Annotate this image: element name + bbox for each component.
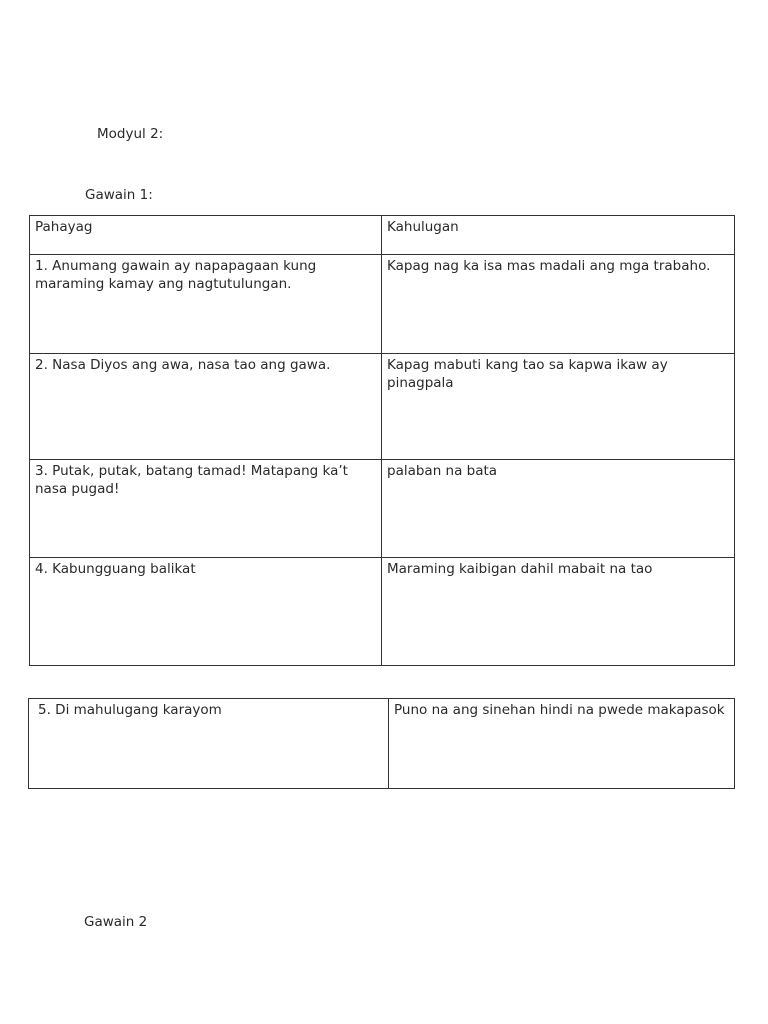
- table-row: [30, 255, 735, 354]
- table-cell-pahayag: 2. Nasa Diyos ang awa, nasa tao ang gawa.: [30, 354, 382, 460]
- table-header-row: [30, 216, 735, 255]
- table-cell-pahayag: 1. Anumang gawain ay napapagaan kung maraming kamay ang nagtutulungan.: [30, 255, 382, 354]
- table-cell-pahayag: 3. Putak, putak, batang tamad! Matapang ka’t nasa pugad!: [30, 460, 382, 558]
- activity-2-heading: Gawain 2: [84, 914, 148, 930]
- header-pahayag: Pahayag: [30, 216, 382, 255]
- table-row: [29, 699, 735, 789]
- proverbs-table-continued: [28, 698, 735, 789]
- table-cell-kahulugan: palaban na bata: [382, 460, 735, 558]
- table-cell-kahulugan: Kapag mabuti kang tao sa kapwa ikaw ay pinagpala: [382, 354, 735, 460]
- proverbs-table: [29, 215, 735, 666]
- activity-1-heading: Gawain 1:: [85, 187, 153, 203]
- table-cell-pahayag: 5. Di mahulugang karayom: [29, 699, 389, 789]
- module-heading: Modyul 2:: [97, 126, 164, 142]
- table-cell-kahulugan: Kapag nag ka isa mas madali ang mga trabaho.: [382, 255, 735, 354]
- table-row: [30, 460, 735, 558]
- table-row: [30, 558, 735, 666]
- header-kahulugan: Kahulugan: [382, 216, 735, 255]
- table-cell-kahulugan: Puno na ang sinehan hindi na pwede makapasok: [389, 699, 735, 789]
- table-row: [30, 354, 735, 460]
- table-cell-kahulugan: Maraming kaibigan dahil mabait na tao: [382, 558, 735, 666]
- table-cell-pahayag: 4. Kabungguang balikat: [30, 558, 382, 666]
